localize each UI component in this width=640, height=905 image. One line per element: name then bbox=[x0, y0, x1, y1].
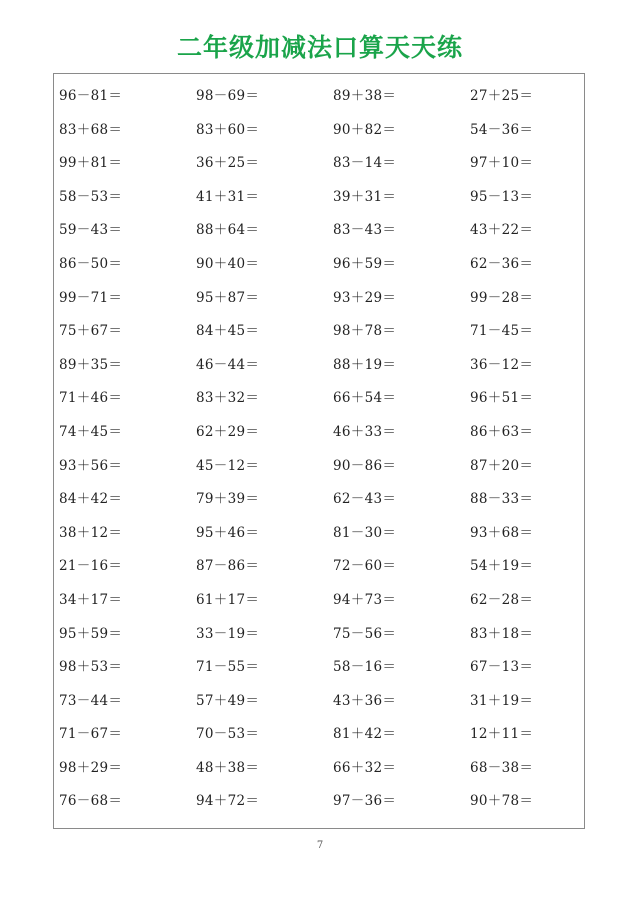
arithmetic-problem: 88－33＝ bbox=[470, 491, 534, 508]
arithmetic-problem: 83－14＝ bbox=[333, 155, 397, 172]
arithmetic-problem: 54＋19＝ bbox=[470, 558, 534, 575]
arithmetic-problem: 36－12＝ bbox=[470, 356, 534, 373]
arithmetic-problem: 87－86＝ bbox=[196, 558, 260, 575]
arithmetic-problem: 96＋51＝ bbox=[470, 390, 534, 407]
arithmetic-problem: 81－30＝ bbox=[333, 524, 397, 541]
arithmetic-problem: 71－67＝ bbox=[59, 726, 123, 743]
arithmetic-problem: 75－56＝ bbox=[333, 625, 397, 642]
arithmetic-problem: 31＋19＝ bbox=[470, 692, 534, 709]
arithmetic-problem: 62＋29＝ bbox=[196, 423, 260, 440]
arithmetic-problem: 99－28＝ bbox=[470, 289, 534, 306]
arithmetic-problem: 89＋35＝ bbox=[59, 356, 123, 373]
arithmetic-problem: 33－19＝ bbox=[196, 625, 260, 642]
arithmetic-problem: 93＋56＝ bbox=[59, 457, 123, 474]
arithmetic-problem: 95＋87＝ bbox=[196, 289, 260, 306]
arithmetic-problem: 86＋63＝ bbox=[470, 423, 534, 440]
arithmetic-problem: 71－45＝ bbox=[470, 323, 534, 340]
arithmetic-problem: 45－12＝ bbox=[196, 457, 260, 474]
arithmetic-problem: 38＋12＝ bbox=[59, 524, 123, 541]
arithmetic-problem: 95－13＝ bbox=[470, 188, 534, 205]
arithmetic-problem: 76－68＝ bbox=[59, 793, 123, 810]
arithmetic-problem: 58－53＝ bbox=[59, 188, 123, 205]
arithmetic-problem: 88＋19＝ bbox=[333, 356, 397, 373]
arithmetic-problem: 61＋17＝ bbox=[196, 591, 260, 608]
arithmetic-problem: 90＋82＝ bbox=[333, 121, 397, 138]
arithmetic-problem: 79＋39＝ bbox=[196, 491, 260, 508]
arithmetic-problem: 88＋64＝ bbox=[196, 222, 260, 239]
arithmetic-problem: 62－36＝ bbox=[470, 255, 534, 272]
arithmetic-problem: 86－50＝ bbox=[59, 255, 123, 272]
arithmetic-problem: 67－13＝ bbox=[470, 659, 534, 676]
arithmetic-problem: 71－55＝ bbox=[196, 659, 260, 676]
arithmetic-problem: 72－60＝ bbox=[333, 558, 397, 575]
arithmetic-problem: 12＋11＝ bbox=[470, 726, 534, 743]
arithmetic-problem: 43＋36＝ bbox=[333, 692, 397, 709]
arithmetic-problem: 34＋17＝ bbox=[59, 591, 123, 608]
arithmetic-problem: 83＋18＝ bbox=[470, 625, 534, 642]
arithmetic-problem: 96－81＝ bbox=[59, 88, 123, 104]
problem-grid bbox=[59, 80, 579, 819]
arithmetic-problem: 74＋45＝ bbox=[59, 423, 123, 440]
arithmetic-problem: 98＋78＝ bbox=[333, 323, 397, 340]
arithmetic-problem: 95＋46＝ bbox=[196, 524, 260, 541]
arithmetic-problem: 66＋54＝ bbox=[333, 390, 397, 407]
arithmetic-problem: 93＋29＝ bbox=[333, 289, 397, 306]
arithmetic-problem: 84＋45＝ bbox=[196, 323, 260, 340]
arithmetic-problem: 46－44＝ bbox=[196, 356, 260, 373]
arithmetic-problem: 59－43＝ bbox=[59, 222, 123, 239]
arithmetic-problem: 98＋53＝ bbox=[59, 659, 123, 676]
arithmetic-problem: 83＋60＝ bbox=[196, 121, 260, 138]
arithmetic-problem: 83－43＝ bbox=[333, 222, 397, 239]
arithmetic-problem: 94＋73＝ bbox=[333, 591, 397, 608]
arithmetic-problem: 57＋49＝ bbox=[196, 692, 260, 709]
arithmetic-problem: 62－28＝ bbox=[470, 591, 534, 608]
arithmetic-problem: 36＋25＝ bbox=[196, 155, 260, 172]
arithmetic-problem: 95＋59＝ bbox=[59, 625, 123, 642]
arithmetic-problem: 21－16＝ bbox=[59, 558, 123, 575]
worksheet-box bbox=[53, 73, 585, 829]
arithmetic-problem: 96＋59＝ bbox=[333, 255, 397, 272]
arithmetic-problem: 58－16＝ bbox=[333, 659, 397, 676]
arithmetic-problem: 70－53＝ bbox=[196, 726, 260, 743]
arithmetic-problem: 98－69＝ bbox=[196, 88, 260, 104]
arithmetic-problem: 99－71＝ bbox=[59, 289, 123, 306]
arithmetic-problem: 83＋68＝ bbox=[59, 121, 123, 138]
arithmetic-problem: 97－36＝ bbox=[333, 793, 397, 810]
page-title: 二年级加减法口算天天练 bbox=[176, 33, 463, 62]
arithmetic-problem: 43＋22＝ bbox=[470, 222, 534, 239]
arithmetic-problem: 27＋25＝ bbox=[470, 88, 534, 104]
arithmetic-problem: 94＋72＝ bbox=[196, 793, 260, 810]
arithmetic-problem: 68－38＝ bbox=[470, 759, 534, 776]
arithmetic-problem: 83＋32＝ bbox=[196, 390, 260, 407]
page-number: 7 bbox=[316, 840, 324, 851]
arithmetic-problem: 71＋46＝ bbox=[59, 390, 123, 407]
arithmetic-problem: 75＋67＝ bbox=[59, 323, 123, 340]
arithmetic-problem: 98＋29＝ bbox=[59, 759, 123, 776]
arithmetic-problem: 62－43＝ bbox=[333, 491, 397, 508]
arithmetic-problem: 66＋32＝ bbox=[333, 759, 397, 776]
arithmetic-problem: 54－36＝ bbox=[470, 121, 534, 138]
arithmetic-problem: 87＋20＝ bbox=[470, 457, 534, 474]
arithmetic-problem: 90＋40＝ bbox=[196, 255, 260, 272]
arithmetic-problem: 73－44＝ bbox=[59, 692, 123, 709]
arithmetic-problem: 84＋42＝ bbox=[59, 491, 123, 508]
arithmetic-problem: 39＋31＝ bbox=[333, 188, 397, 205]
arithmetic-problem: 48＋38＝ bbox=[196, 759, 260, 776]
arithmetic-problem: 89＋38＝ bbox=[333, 88, 397, 104]
arithmetic-problem: 81＋42＝ bbox=[333, 726, 397, 743]
arithmetic-problem: 90－86＝ bbox=[333, 457, 397, 474]
arithmetic-problem: 99＋81＝ bbox=[59, 155, 123, 172]
arithmetic-problem: 93＋68＝ bbox=[470, 524, 534, 541]
arithmetic-problem: 97＋10＝ bbox=[470, 155, 534, 172]
arithmetic-problem: 41＋31＝ bbox=[196, 188, 260, 205]
arithmetic-problem: 90＋78＝ bbox=[470, 793, 534, 810]
arithmetic-problem: 46＋33＝ bbox=[333, 423, 397, 440]
